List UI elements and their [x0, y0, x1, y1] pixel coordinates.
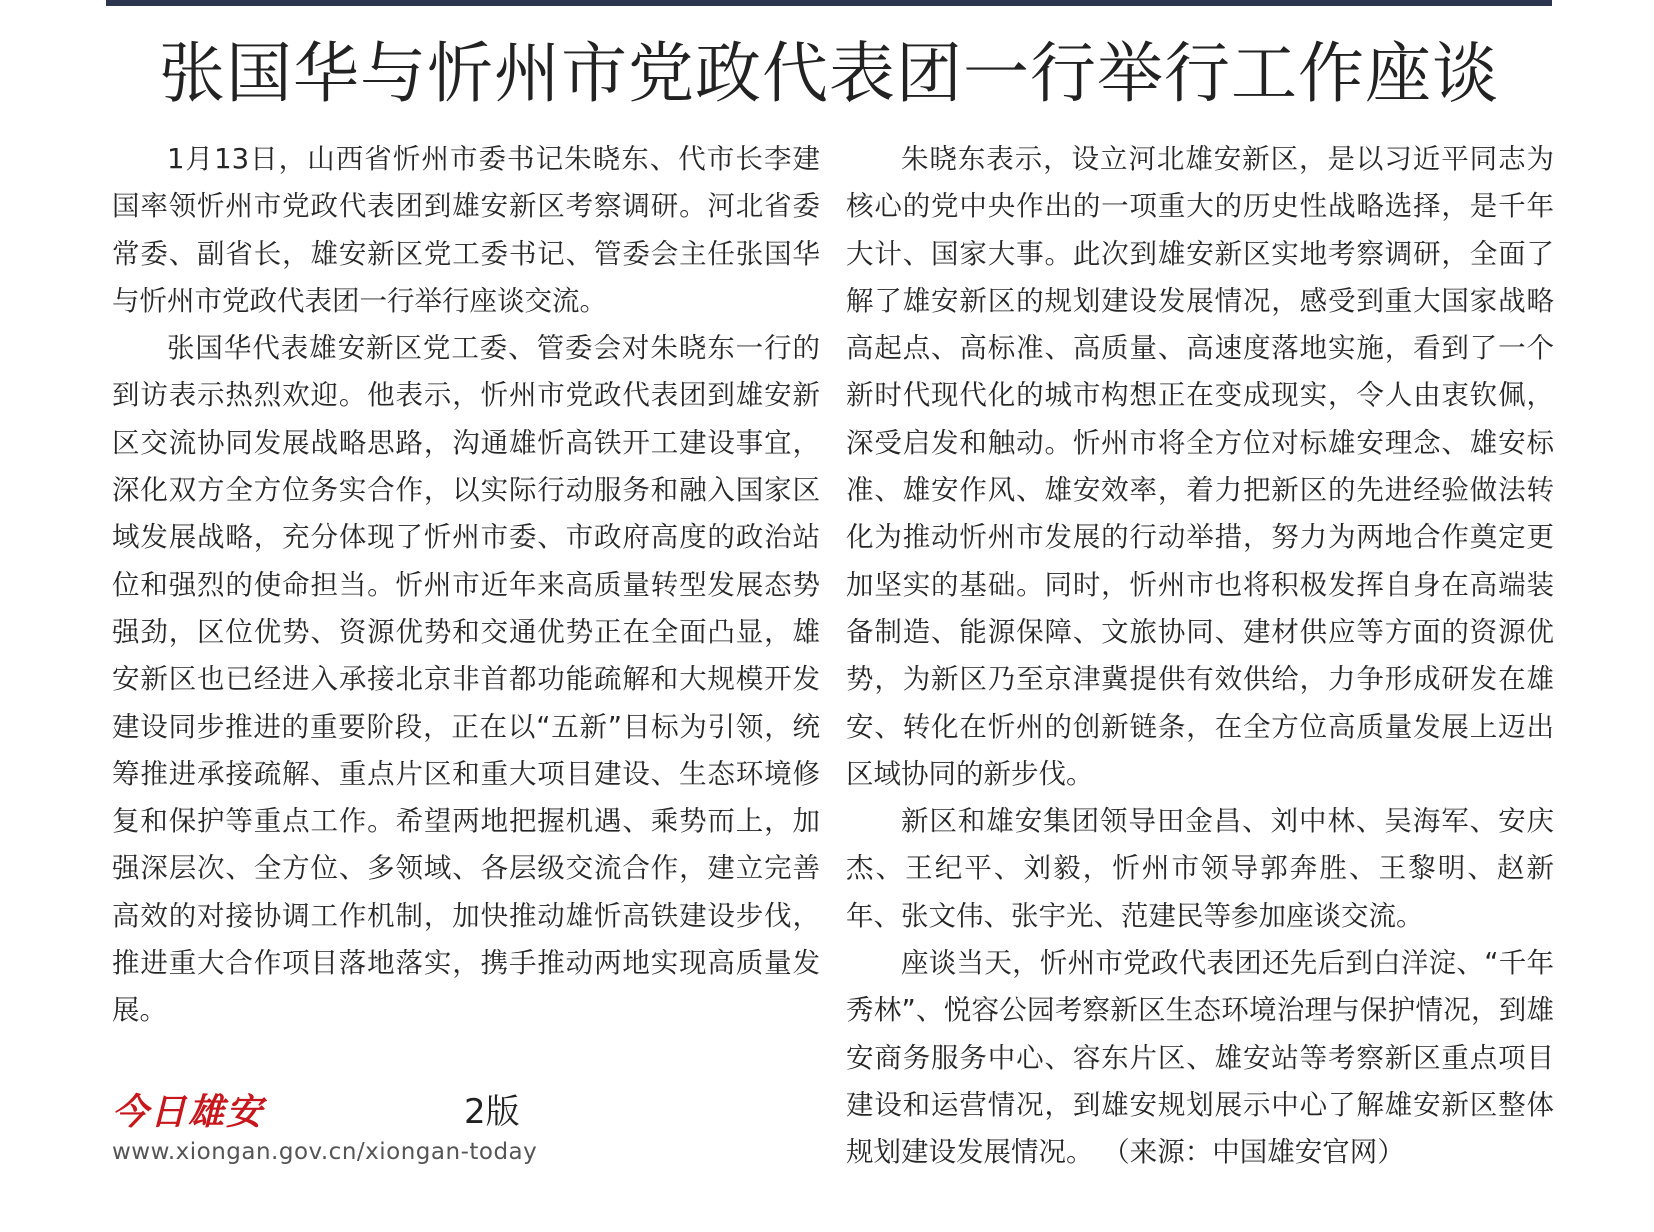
article-column-left: [112, 136, 820, 1035]
site-url: www.xiongan.gov.cn/xiongan-today: [112, 1139, 538, 1165]
article-headline: 张国华与忻州市党政代表团一行举行工作座谈: [159, 35, 1499, 112]
paragraph: 新区和雄安集团领导田金昌、刘中林、吴海军、安庆杰、王纪平、刘毅，忻州市领导郭奔胜、王黎明、赵新年、张文伟、张宇光、范建民等参加座谈交流。: [846, 805, 1554, 932]
paragraph: 座谈当天，忻州市党政代表团还先后到白洋淀、“千年秀林”、悦容公园考察新区生态环境治理与保护情况，到雄安商务服务中心、容东片区、雄安站等考察新区重点项目建设和运营情况，到雄安规划展示中心了解雄安新区整体规划建设发展情况。 （来源：中国雄安官网）: [846, 947, 1554, 1169]
paragraph: 朱晓东表示，设立河北雄安新区，是以习近平同志为核心的党中央作出的一项重大的历史性战略选择，是千年大计、国家大事。此次到雄安新区实地考察调研，全面了解了雄安新区的规划建设发展情况，感受到重大国家战略高起点、高标准、高质量、高速度落地实施，看到了一个新时代现代化的城市构想正在变成现实，令人由衷钦佩，深受启发和触动。忻州市将全方位对标雄安理念、雄安标准、雄安作风、雄安效率，着力把新区的先进经验做法转化为推动忻州市发展的行动举措，努力为两地合作奠定更加坚实的基础。同时，忻州市也将积极发挥自身在高端装备制造、能源保障、文旅协同、建材供应等方面的资源优势，为新区乃至京津冀提供有效供给，力争形成研发在雄安、转化在忻州的创新链条，在全方位高质量发展上迈出区域协同的新步伐。: [846, 143, 1554, 790]
paragraph: 张国华代表雄安新区党工委、管委会对朱晓东一行的到访表示热烈欢迎。他表示，忻州市党政代表团到雄安新区交流协同发展战略思路，沟通雄忻高铁开工建设事宜，深化双方全方位务实合作，以实际行动服务和融入国家区域发展战略，充分体现了忻州市委、市政府高度的政治站位和强烈的使命担当。忻州市近年来高质量转型发展态势强劲，区位优势、资源优势和交通优势正在全面凸显，雄安新区也已经进入承接北京非首都功能疏解和大规模开发建设同步推进的重要阶段，正在以“五新”目标为引领，统筹推进承接疏解、重点片区和重大项目建设、生态环境修复和保护等重点工作。希望两地把握机遇、乘势而上，加强深层次、全方位、多领域、各层级交流合作，建立完善高效的对接协调工作机制，加快推动雄忻高铁建设步伐，推进重大合作项目落地落实，携手推动两地实现高质量发展。: [112, 332, 820, 1027]
top-rule: [106, 0, 1552, 6]
publication-logo: 今日雄安: [112, 1091, 265, 1133]
article-column-right: [846, 136, 1554, 1177]
page-number: 2版: [464, 1092, 520, 1132]
paragraph: 1月13日，山西省忻州市委书记朱晓东、代市长李建国率领忻州市党政代表团到雄安新区考察调研。河北省委常委、副省长，雄安新区党工委书记、管委会主任张国华与忻州市党政代表团一行举行座谈交流。: [112, 143, 820, 317]
